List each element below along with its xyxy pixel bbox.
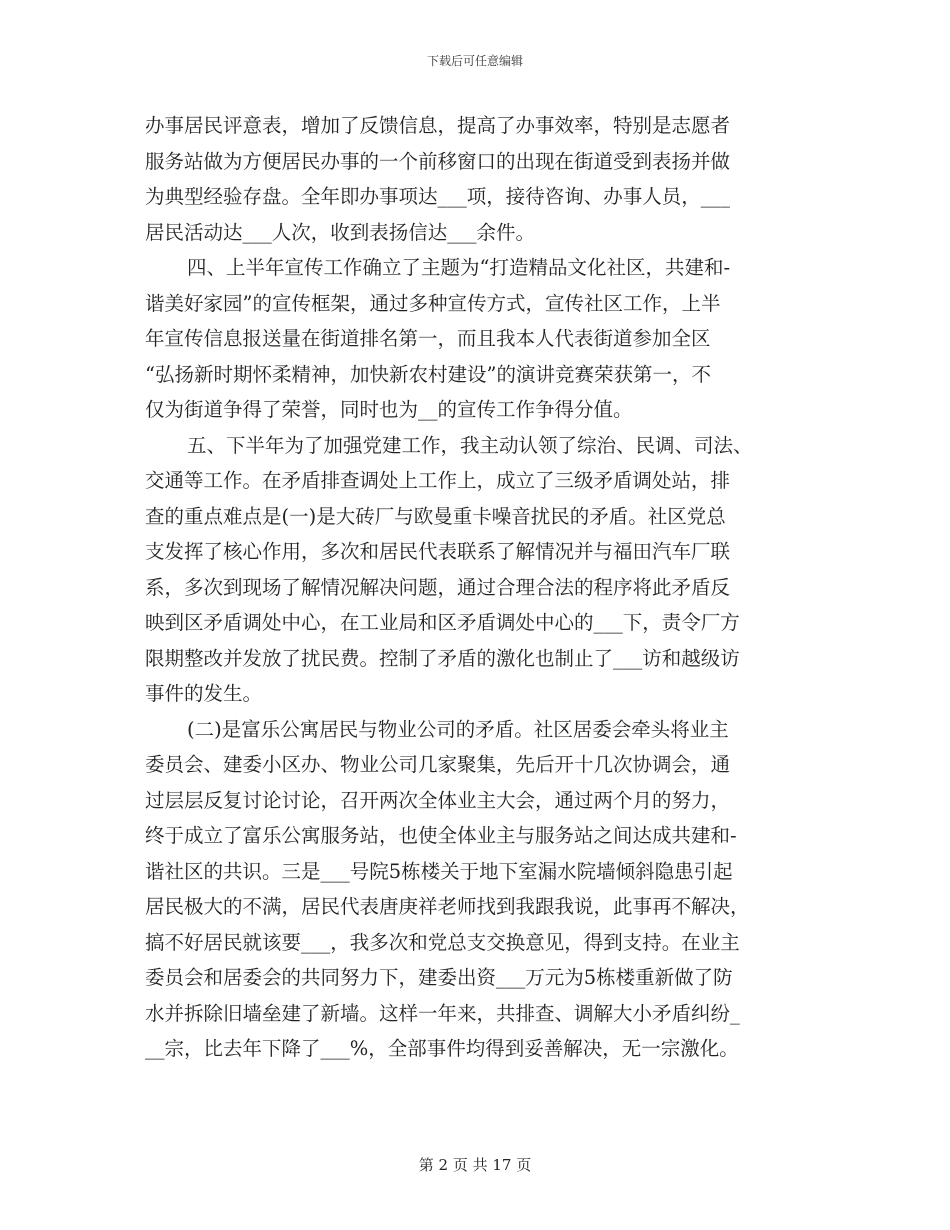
text-line: 仅为街道争得了荣誉，同时也为__的宣传工作争得分值。 bbox=[145, 398, 633, 421]
text-line: 居民活动达___人次，收到表扬信达___余件。 bbox=[145, 220, 536, 244]
text-line: 搞不好居民就该要___，我多次和党总支交换意见，得到支持。在业主 bbox=[145, 930, 740, 954]
text-line: 水并拆除旧墙垒建了新墙。这样一年来，共排查、调解大小矛盾纠纷_ bbox=[145, 1001, 740, 1025]
text-line: 办事居民评意表，增加了反馈信息，提高了办事效率，特别是志愿者 bbox=[145, 114, 731, 137]
text-line: 过层层反复讨论讨论，召开两次全体业主大会，通过两个月的努力， bbox=[145, 788, 731, 812]
text-line: 年宣传信息报送量在街道排名第一，而且我本人代表街道参加全区 bbox=[145, 327, 711, 350]
text-line: “弘扬新时期怀柔精神，加快新农村建设”的演讲竞赛荣获第一，不 bbox=[145, 362, 711, 386]
text-line: 谐美好家园”的宣传框架，通过多种宣传方式，宣传社区工作，上半 bbox=[145, 291, 721, 315]
text-line: 居民极大的不满，居民代表唐庚祥老师找到我跟我说，此事再不解决， bbox=[145, 895, 750, 918]
paragraph-first-line: (二)是富乐公寓居民与物业公司的矛盾。社区居委会牵头将业主 bbox=[187, 717, 729, 741]
paragraph-first-line: 五、下半年为了加强党建工作，我主动认领了综治、民调、司法、 bbox=[187, 433, 753, 457]
text-line: 事件的发生。 bbox=[145, 682, 263, 705]
text-line: 查的重点难点是(一)是大砖厂与欧曼重卡噪音扰民的矛盾。社区党总 bbox=[145, 504, 726, 528]
paragraph-first-line: 四、上半年宣传工作确立了主题为“打造精品文化社区，共建和- bbox=[187, 256, 731, 279]
page-number-footer: 第 2 页 共 17 页 bbox=[418, 1156, 532, 1174]
text-line: 为典型经验存盘。全年即办事项达___项，接待咨询、办事人员，___ bbox=[145, 185, 731, 208]
text-line: 终于成立了富乐公寓服务站，也使全体业主与服务站之间达成共建和- bbox=[145, 824, 737, 847]
text-line: 谐社区的共识。三是___号院5栋楼关于地下室漏水院墙倾斜隐患引起 bbox=[145, 859, 733, 883]
document-body bbox=[145, 108, 805, 1067]
text-line: 支发挥了核心作用，多次和居民代表联系了解情况并与福田汽车厂联 bbox=[145, 540, 731, 563]
text-line: 委员会和居委会的共同努力下，建委出资___万元为5栋楼重新做了防 bbox=[145, 966, 733, 989]
text-line: 映到区矛盾调处中心，在工业局和区矛盾调处中心的___下，责令厂方 bbox=[145, 611, 740, 634]
text-line: 委员会、建委小区办、物业公司几家聚集，先后开十几次协调会，通 bbox=[145, 753, 731, 776]
text-line: 限期整改并发放了扰民费。控制了矛盾的激化也制止了___访和越级访 bbox=[145, 646, 740, 670]
text-line: 系，多次到现场了解情况解决问题，通过合理合法的程序将此矛盾反 bbox=[145, 575, 731, 599]
text-line: 服务站做为方便居民办事的一个前移窗口的出现在街道受到表扬并做 bbox=[145, 149, 731, 173]
text-line: __宗，比去年下降了___%，全部事件均得到妥善解决，无一宗激化。 bbox=[145, 1037, 739, 1060]
text-line: 交通等工作。在矛盾排查调处上工作上，成立了三级矛盾调处站，排 bbox=[145, 469, 731, 492]
page-header-note: 下载后可任意编辑 bbox=[426, 54, 523, 68]
